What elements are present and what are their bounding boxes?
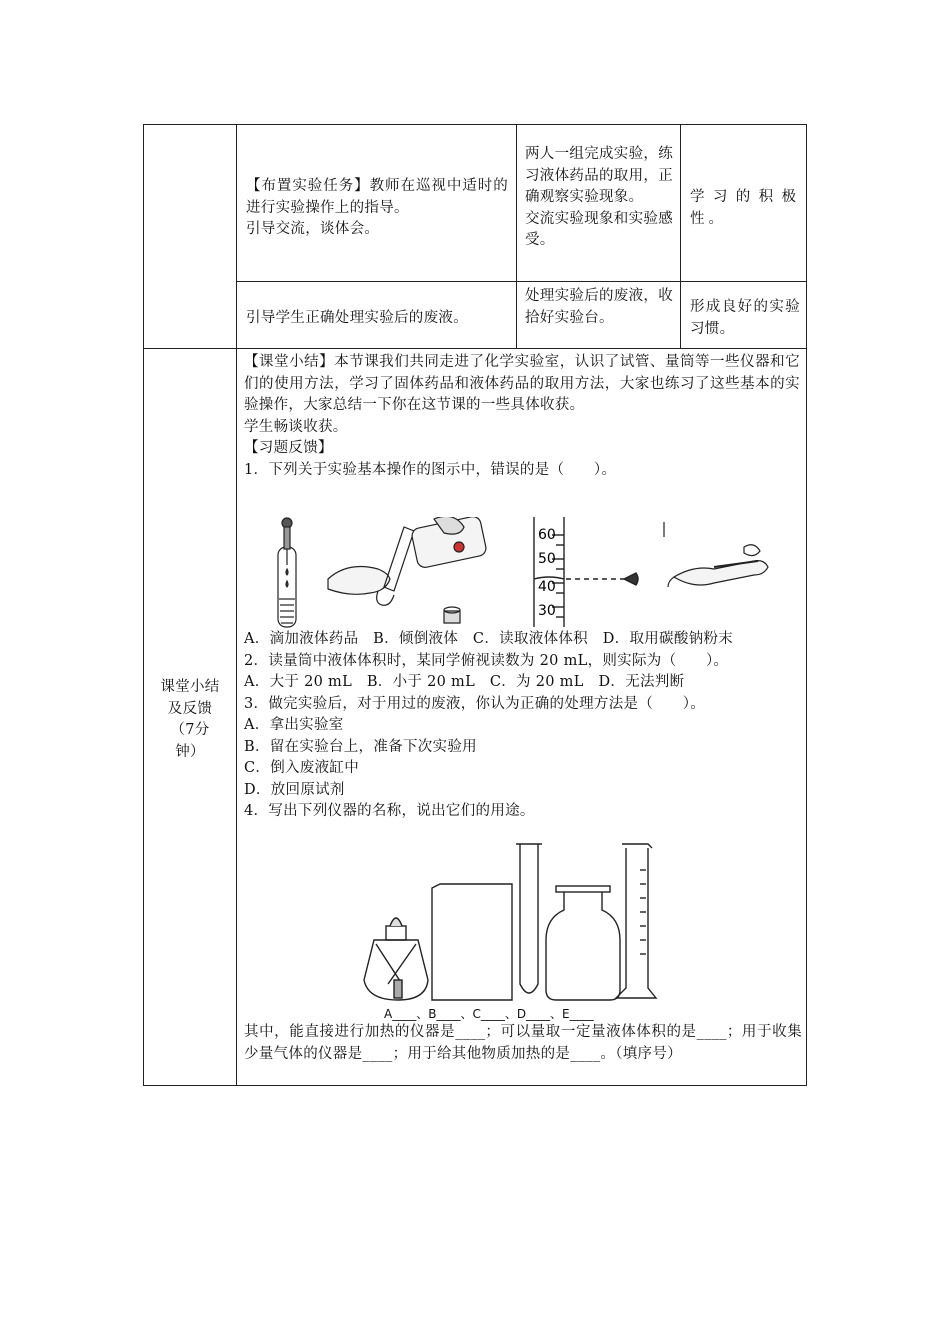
- question-3: 3．做完实验后，对于用过的废液，你认为正确的处理方法是（ ）。: [244, 695, 706, 712]
- section-label-line-2: 及反馈: [167, 700, 213, 717]
- graduated-cylinder-illustration: [616, 844, 656, 998]
- lesson-table: [143, 124, 807, 1086]
- cylinder-tick-50: 50: [538, 551, 556, 567]
- section-label: [148, 677, 232, 763]
- powder-spatula-illustration: [664, 522, 768, 587]
- row-divider-2: [144, 348, 806, 349]
- question-3-option-d: D．放回原试剂: [244, 781, 345, 798]
- col-divider-3: [680, 125, 681, 349]
- row1-student-text-2: 交流实验现象和实验感受。: [525, 210, 673, 248]
- question-2: 2．读量筒中液体体积时，某同学俯视读数为 20 mL，则实际为（ ）。: [244, 652, 729, 669]
- row2-intent-text: 形成良好的实验习惯。: [690, 299, 800, 337]
- q4-followup-text: 其中，能直接进行加热的仪器是____；可以量取一定量液体体积的是____；用于收集少量气体的仪器是____；用于给其他物质加热的是____。（填序号）: [244, 1024, 802, 1062]
- row1-student-text-1: 两人一组完成实验，练习液体药品的取用，正确观察实验现象。: [525, 146, 673, 205]
- beaker-illustration: [432, 884, 512, 1000]
- cylinder-tick-40: 40: [538, 579, 556, 595]
- col-divider-2: [516, 125, 517, 349]
- alcohol-lamp-illustration: [364, 918, 428, 1000]
- question-3-option-c: C．倒入废液缸中: [244, 760, 359, 776]
- cylinder-tick-30: 30: [538, 603, 556, 619]
- col-divider-1: [236, 125, 237, 1085]
- row1-teacher-cell: [246, 176, 508, 241]
- row2-teacher-text: 引导学生正确处理实验后的废液。: [246, 310, 468, 326]
- row2-teacher-cell: [246, 308, 508, 330]
- dropper-test-tube-illustration: [278, 518, 296, 627]
- q4-blanks: A____、B____、C____、D____、E____: [384, 1007, 594, 1021]
- summary-block: [244, 352, 800, 481]
- feedback-title: 【习题反馈】: [244, 440, 333, 456]
- q4-apparatus-figure: [358, 840, 718, 1004]
- question-1-options: A．滴加液体药品 B．倾倒液体 C．读取液体体积 D．取用碳酸钠粉末: [244, 631, 734, 647]
- pouring-liquid-illustration: [328, 517, 487, 623]
- row2-intent-cell: [690, 297, 800, 340]
- row2-student-cell: [525, 286, 673, 329]
- row1-teacher-text-1: 【布置实验任务】教师在巡视中适时的进行实验操作上的指导。: [246, 178, 508, 216]
- q4-followup-block: [244, 1022, 802, 1065]
- test-tube-illustration: [516, 844, 542, 993]
- question-4: 4．写出下列仪器的名称，说出它们的用途。: [244, 803, 535, 819]
- cylinder-tick-60: 60: [538, 527, 556, 543]
- section-label-line-1: 课堂小结: [160, 679, 220, 695]
- student-response: 学生畅谈收获。: [244, 418, 348, 435]
- row1-intent-cell: [690, 187, 800, 230]
- row1-student-cell: [525, 144, 673, 252]
- row1-teacher-text-2: 引导交流，谈体会。: [246, 221, 380, 237]
- question-3-option-a: A．拿出实验室: [244, 717, 344, 733]
- question-3-option-b: B．留在实验台上，准备下次实验用: [244, 738, 477, 755]
- row2-student-text: 处理实验后的废液，收拾好实验台。: [525, 288, 673, 326]
- q1-figure: [264, 517, 784, 632]
- questions-block: [244, 629, 802, 823]
- section-label-line-3: （7分: [170, 722, 210, 738]
- question-1: 1．下列关于实验基本操作的图示中，错误的是（ ）。: [244, 461, 617, 478]
- summary-text: 【课堂小结】本节课我们共同走进了化学实验室，认识了试管、量筒等一些仪器和它们的使用方法，学习了固体药品和液体药品的取用方法，大家也练习了这些基本的实验操作，大家总结一下你在这节课的一些具体收获。: [244, 354, 800, 413]
- section-label-line-4: 钟）: [175, 743, 205, 760]
- gas-collecting-bottle-illustration: [546, 886, 620, 1000]
- row-divider-1: [236, 281, 806, 282]
- question-2-options: A．大于 20 mL B．小于 20 mL C．为 20 mL D．无法判断: [244, 674, 685, 690]
- row1-intent-text: 学习的积极性。: [690, 189, 800, 227]
